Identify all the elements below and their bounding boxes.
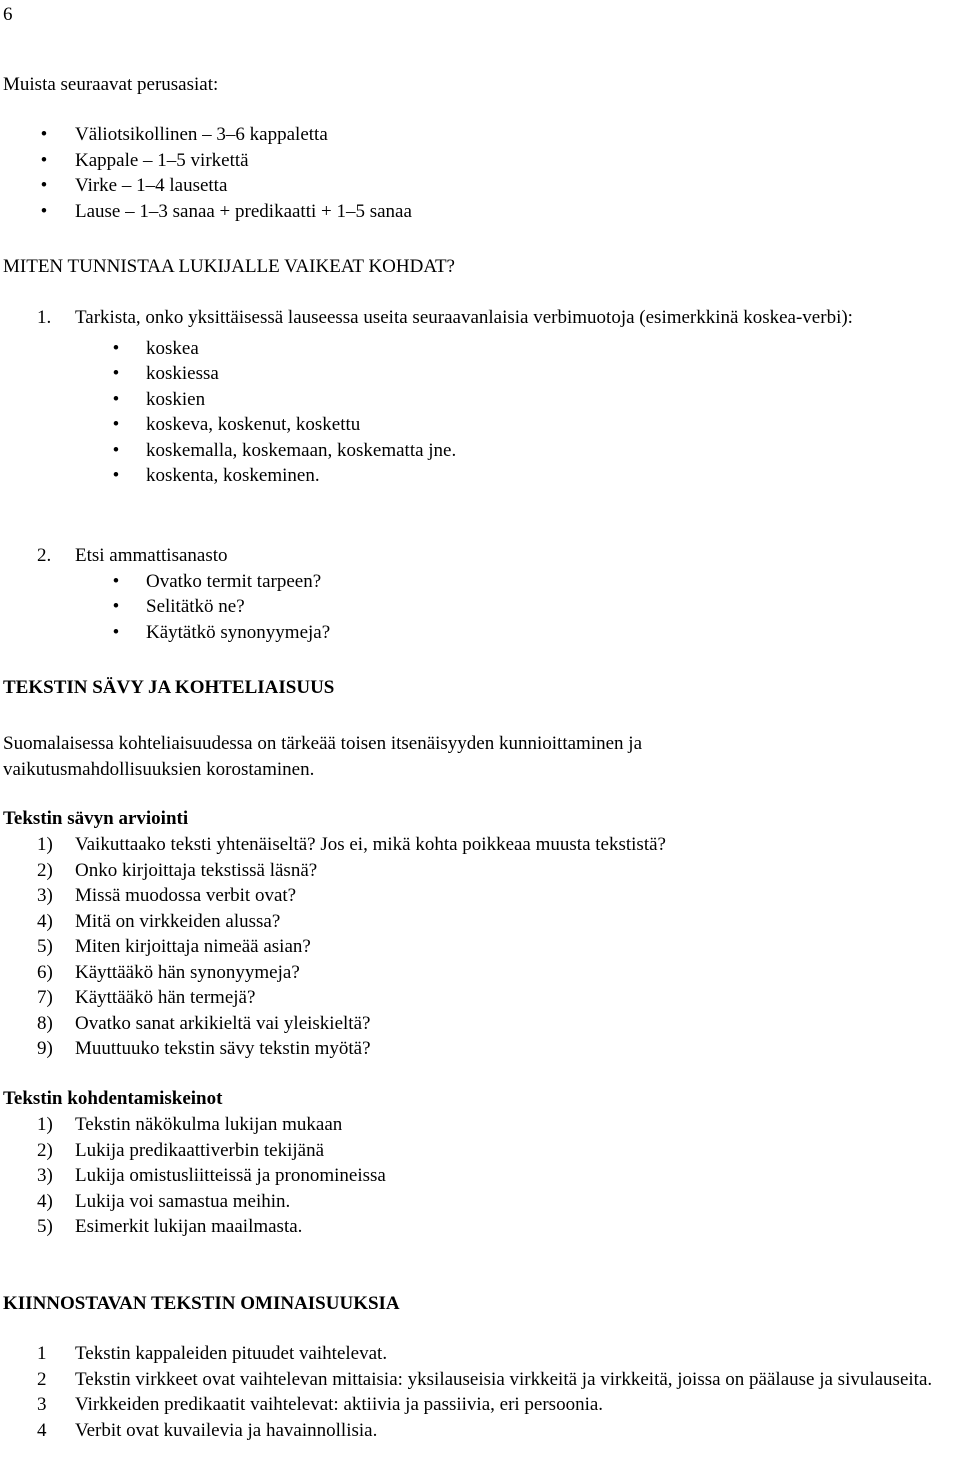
list-item: • Lause – 1–3 sanaa + predikaatti + 1–5 sanaa <box>3 199 903 225</box>
bullet-icon: • <box>40 124 48 145</box>
tone-paragraph: Suomalaisessa kohteliaisuudessa on tärkeää toisen itsenäisyyden kunnioittaminen ja vaikutusmahdollisuuksien korostaminen. <box>3 733 642 780</box>
list-item: 9) Muuttuuko tekstin sävy tekstin myötä? <box>37 1038 371 1059</box>
step-text: Etsi ammattisanasto <box>75 545 228 566</box>
targeting-heading: Tekstin kohdentamiskeinot <box>3 1088 223 1109</box>
list-item: 5) Esimerkit lukijan maailmasta. <box>37 1216 303 1237</box>
list-item: 1 Tekstin kappaleiden pituudet vaihtelevat. <box>37 1343 388 1364</box>
step-text: Tarkista, onko yksittäisessä lauseessa useita seuraavanlaisia verbimuotoja (esimerkkinä koskea-verbi): <box>75 307 853 328</box>
list-item: • koskea <box>3 336 938 362</box>
list-item: 6) Käyttääkö hän synonyymeja? <box>37 961 300 983</box>
bullet-icon: • <box>112 414 120 435</box>
list-item: 3 Virkkeiden predikaatit vaihtelevat: aktiivia ja passiivia, eri persoonia. <box>37 1394 604 1415</box>
bullet-icon: • <box>112 363 120 384</box>
targeting-list <box>3 1112 903 1240</box>
list-item: 1) Tekstin näkökulma lukijan mukaan <box>37 1114 343 1135</box>
hard-parts-heading: MITEN TUNNISTAA LUKIJALLE VAIKEAT KOHDAT? <box>3 256 455 277</box>
list-item: 3) Lukija omistusliitteissä ja pronomineissa <box>37 1165 386 1186</box>
step-2 <box>3 543 903 645</box>
list-item: 1) Vaikuttaako teksti yhtenäiseltä? Jos ei, mikä kohta poikkeaa muusta tekstistä? <box>37 834 666 855</box>
list-item: 2) Lukija predikaattiverbin tekijänä <box>37 1139 325 1161</box>
list-item: • Väliotsikollinen – 3–6 kappaletta <box>3 122 903 148</box>
list-item: • Selitätkö ne? <box>3 594 903 620</box>
verb-forms-list <box>3 336 938 489</box>
list-item: • koskemalla, koskemaan, koskematta jne. <box>3 438 938 464</box>
bullet-icon: • <box>112 465 120 486</box>
interesting-heading: KIINNOSTAVAN TEKSTIN OMINAISUUKSIA <box>3 1293 400 1314</box>
list-item: • koskeva, koskenut, koskettu <box>3 412 938 438</box>
list-item: • Virke – 1–4 lausetta <box>3 173 903 199</box>
page-number: 6 <box>3 4 13 25</box>
remember-heading: Muista seuraavat perusasiat: <box>3 74 219 95</box>
list-item: • koskenta, koskeminen. <box>3 463 938 489</box>
bullet-icon: • <box>112 388 120 410</box>
list-item: 2) Onko kirjoittaja tekstissä läsnä? <box>37 859 318 881</box>
tone-heading: TEKSTIN SÄVY JA KOHTELIAISUUS <box>3 677 335 698</box>
list-item: 4) Lukija voi samastua meihin. <box>37 1190 291 1212</box>
list-item: • Kappale – 1–5 virkettä <box>3 148 903 174</box>
bullet-icon: • <box>40 200 48 222</box>
list-item: • Käytätkö synonyymeja? <box>3 620 903 646</box>
bullet-icon: • <box>40 175 48 196</box>
list-item: 5) Miten kirjoittaja nimeää asian? <box>37 936 311 957</box>
list-item: • koskiessa <box>3 361 938 387</box>
terminology-questions <box>3 569 903 646</box>
bullet-icon: • <box>112 621 120 643</box>
bullet-icon: • <box>40 149 48 171</box>
tone-eval-heading: Tekstin sävyn arviointi <box>3 808 189 829</box>
step-number: 1. <box>37 307 52 328</box>
tone-eval-list <box>3 832 903 1062</box>
bullet-icon: • <box>112 337 120 359</box>
step-1 <box>3 305 938 489</box>
bullet-icon: • <box>112 439 120 461</box>
list-item: 4) Mitä on virkkeiden alussa? <box>37 910 281 932</box>
bullet-icon: • <box>112 596 120 617</box>
list-item: 8) Ovatko sanat arkikieltä vai yleiskieltä? <box>37 1012 371 1034</box>
step-number: 2. <box>37 545 52 566</box>
basics-list <box>3 122 903 224</box>
list-item: 3) Missä muodossa verbit ovat? <box>37 885 297 906</box>
list-item: • Ovatko termit tarpeen? <box>3 569 903 595</box>
list-item: • koskien <box>3 387 938 413</box>
bullet-icon: • <box>112 570 120 592</box>
list-item: 2 Tekstin virkkeet ovat vaihtelevan mittaisia: yksilauseisia virkkeitä ja virkkeitä, joissa on päälause ja sivulauseita. <box>37 1368 933 1390</box>
interesting-list <box>3 1341 953 1443</box>
list-item: 4 Verbit ovat kuvailevia ja havainnollisia. <box>37 1419 378 1441</box>
list-item: 7) Käyttääkö hän termejä? <box>37 987 256 1008</box>
